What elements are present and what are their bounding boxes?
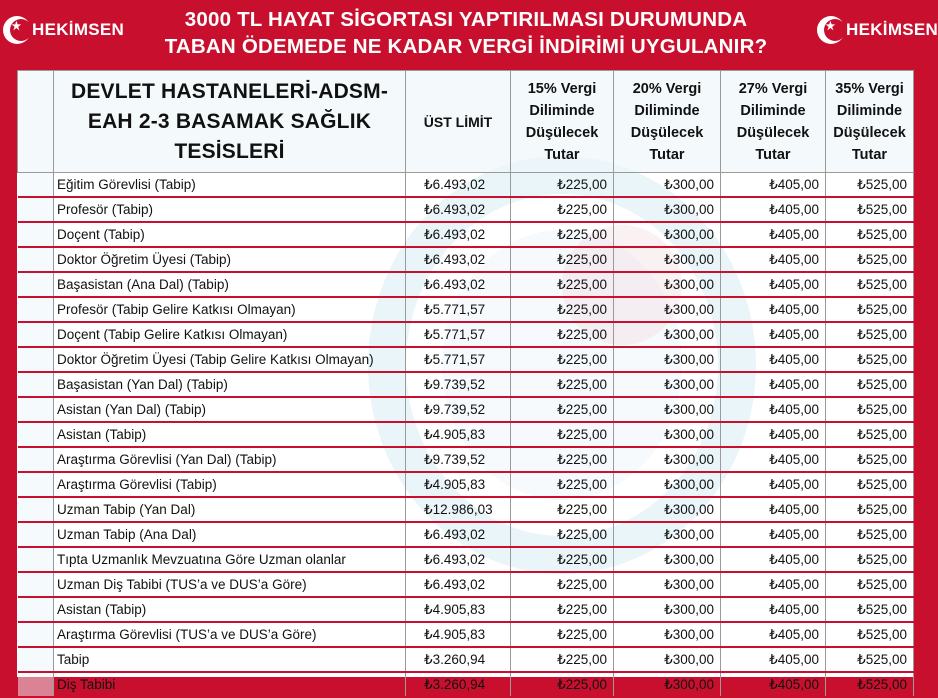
row-gutter (18, 547, 54, 572)
deduction-15-cell: ₺225,00 (511, 322, 614, 347)
deduction-35-cell: ₺525,00 (826, 472, 914, 497)
table-row (18, 647, 914, 672)
position-cell: Araştırma Görevlisi (Yan Dal) (Tabip) (54, 447, 406, 472)
upper-limit-cell: ₺4.905,83 (406, 597, 511, 622)
deduction-20-cell: ₺300,00 (614, 647, 721, 672)
row-gutter (18, 222, 54, 247)
deduction-15-cell: ₺225,00 (511, 597, 614, 622)
deduction-20-cell: ₺300,00 (614, 597, 721, 622)
deduction-35-cell: ₺525,00 (826, 422, 914, 447)
hekimsen-logo-right (816, 12, 938, 48)
upper-limit-cell: ₺12.986,03 (406, 497, 511, 522)
deduction-20-cell: ₺300,00 (614, 322, 721, 347)
row-gutter (18, 347, 54, 372)
upper-limit-cell: ₺5.771,57 (406, 322, 511, 347)
deduction-15-cell: ₺225,00 (511, 547, 614, 572)
upper-limit-cell: ₺6.493,02 (406, 222, 511, 247)
deduction-27-cell: ₺405,00 (721, 472, 826, 497)
deduction-15-cell: ₺225,00 (511, 272, 614, 297)
title-line-1: 3000 TL HAYAT SİGORTASI YAPTIRILMASI DURUMUNDA (184, 8, 748, 31)
deduction-35-cell: ₺525,00 (826, 597, 914, 622)
hekimsen-logo-left (2, 12, 124, 48)
upper-limit-cell: ₺5.771,57 (406, 297, 511, 322)
position-cell: Doktor Öğretim Üyesi (Tabip) (54, 247, 406, 272)
deduction-15-cell: ₺225,00 (511, 397, 614, 422)
deduction-20-cell: ₺300,00 (614, 173, 721, 198)
deduction-15-cell: ₺225,00 (511, 347, 614, 372)
table-row (18, 672, 914, 697)
deduction-15-cell: ₺225,00 (511, 647, 614, 672)
deduction-20-cell: ₺300,00 (614, 547, 721, 572)
crescent-logo-icon (816, 15, 846, 45)
position-cell: Asistan (Tabip) (54, 422, 406, 447)
column-header-15: 15% Vergi Diliminde Düşülecek Tutar (511, 71, 614, 173)
position-cell: Diş Tabibi (54, 672, 406, 697)
table-row (18, 272, 914, 297)
deduction-15-cell: ₺225,00 (511, 422, 614, 447)
table-row (18, 322, 914, 347)
deduction-35-cell: ₺525,00 (826, 272, 914, 297)
row-gutter (18, 672, 54, 697)
upper-limit-cell: ₺4.905,83 (406, 422, 511, 447)
row-gutter (18, 647, 54, 672)
upper-limit-cell: ₺3.260,94 (406, 672, 511, 697)
row-gutter (18, 322, 54, 347)
deduction-35-cell: ₺525,00 (826, 322, 914, 347)
deduction-15-cell: ₺225,00 (511, 222, 614, 247)
deduction-27-cell: ₺405,00 (721, 372, 826, 397)
deduction-35-cell: ₺525,00 (826, 372, 914, 397)
deduction-35-cell: ₺525,00 (826, 447, 914, 472)
table-row (18, 247, 914, 272)
deduction-27-cell: ₺405,00 (721, 572, 826, 597)
position-cell: Doçent (Tabip Gelire Katkısı Olmayan) (54, 322, 406, 347)
deduction-35-cell: ₺525,00 (826, 647, 914, 672)
tax-deduction-table (17, 70, 914, 698)
position-cell: Başasistan (Ana Dal) (Tabip) (54, 272, 406, 297)
row-gutter (18, 472, 54, 497)
upper-limit-cell: ₺5.771,57 (406, 347, 511, 372)
deduction-20-cell: ₺300,00 (614, 347, 721, 372)
deduction-27-cell: ₺405,00 (721, 197, 826, 222)
position-cell: Asistan (Tabip) (54, 597, 406, 622)
deduction-20-cell: ₺300,00 (614, 297, 721, 322)
deduction-15-cell: ₺225,00 (511, 297, 614, 322)
table-row (18, 422, 914, 447)
position-cell: Araştırma Görevlisi (TUS’a ve DUS’a Göre) (54, 622, 406, 647)
row-gutter (18, 247, 54, 272)
position-cell: Tıpta Uzmanlık Mevzuatına Göre Uzman olanlar (54, 547, 406, 572)
deduction-35-cell: ₺525,00 (826, 572, 914, 597)
deduction-35-cell: ₺525,00 (826, 222, 914, 247)
deduction-27-cell: ₺405,00 (721, 173, 826, 198)
position-cell: Profesör (Tabip Gelire Katkısı Olmayan) (54, 297, 406, 322)
deduction-35-cell: ₺525,00 (826, 547, 914, 572)
deduction-20-cell: ₺300,00 (614, 672, 721, 697)
deduction-20-cell: ₺300,00 (614, 397, 721, 422)
table-row (18, 372, 914, 397)
deduction-35-cell: ₺525,00 (826, 522, 914, 547)
column-header-35: 35% Vergi Diliminde Düşülecek Tutar (826, 71, 914, 173)
table-row (18, 347, 914, 372)
upper-limit-cell: ₺6.493,02 (406, 272, 511, 297)
row-gutter (18, 597, 54, 622)
deduction-20-cell: ₺300,00 (614, 472, 721, 497)
row-gutter (18, 71, 54, 173)
upper-limit-cell: ₺6.493,02 (406, 572, 511, 597)
upper-limit-cell: ₺9.739,52 (406, 397, 511, 422)
deduction-20-cell: ₺300,00 (614, 572, 721, 597)
column-header-27: 27% Vergi Diliminde Düşülecek Tutar (721, 71, 826, 173)
deduction-27-cell: ₺405,00 (721, 547, 826, 572)
title-line-2: TABAN ÖDEMEDE NE KADAR VERGİ İNDİRİMİ UYGULANIR? (164, 35, 768, 58)
deduction-27-cell: ₺405,00 (721, 347, 826, 372)
deduction-27-cell: ₺405,00 (721, 297, 826, 322)
position-cell: Doçent (Tabip) (54, 222, 406, 247)
deduction-35-cell: ₺525,00 (826, 247, 914, 272)
column-header-limit: ÜST LİMİT (406, 71, 511, 173)
deduction-15-cell: ₺225,00 (511, 572, 614, 597)
deduction-15-cell: ₺225,00 (511, 247, 614, 272)
row-gutter (18, 522, 54, 547)
table-row (18, 173, 914, 198)
deduction-35-cell: ₺525,00 (826, 347, 914, 372)
deduction-35-cell: ₺525,00 (826, 397, 914, 422)
column-header-20: 20% Vergi Diliminde Düşülecek Tutar (614, 71, 721, 173)
table-header-row (18, 71, 914, 173)
table-row (18, 622, 914, 647)
deduction-27-cell: ₺405,00 (721, 422, 826, 447)
deduction-20-cell: ₺300,00 (614, 447, 721, 472)
position-cell: Doktor Öğretim Üyesi (Tabip Gelire Katkısı Olmayan) (54, 347, 406, 372)
upper-limit-cell: ₺6.493,02 (406, 197, 511, 222)
upper-limit-cell: ₺6.493,02 (406, 173, 511, 198)
deduction-15-cell: ₺225,00 (511, 472, 614, 497)
upper-limit-cell: ₺6.493,02 (406, 547, 511, 572)
deduction-15-cell: ₺225,00 (511, 372, 614, 397)
deduction-27-cell: ₺405,00 (721, 522, 826, 547)
page-title (110, 6, 822, 60)
position-cell: Asistan (Yan Dal) (Tabip) (54, 397, 406, 422)
deduction-20-cell: ₺300,00 (614, 222, 721, 247)
crescent-logo-icon (2, 15, 32, 45)
deduction-27-cell: ₺405,00 (721, 222, 826, 247)
table-row (18, 547, 914, 572)
deduction-35-cell: ₺525,00 (826, 672, 914, 697)
table-row (18, 497, 914, 522)
table-row (18, 397, 914, 422)
logo-text: HEKİMSEN (32, 20, 125, 39)
deduction-15-cell: ₺225,00 (511, 447, 614, 472)
deduction-20-cell: ₺300,00 (614, 497, 721, 522)
position-cell: Eğitim Görevlisi (Tabip) (54, 173, 406, 198)
deduction-15-cell: ₺225,00 (511, 197, 614, 222)
upper-limit-cell: ₺6.493,02 (406, 522, 511, 547)
deduction-35-cell: ₺525,00 (826, 622, 914, 647)
position-cell: Araştırma Görevlisi (Tabip) (54, 472, 406, 497)
upper-limit-cell: ₺6.493,02 (406, 247, 511, 272)
row-gutter (18, 397, 54, 422)
upper-limit-cell: ₺9.739,52 (406, 372, 511, 397)
table-row (18, 597, 914, 622)
upper-limit-cell: ₺9.739,52 (406, 447, 511, 472)
deduction-20-cell: ₺300,00 (614, 622, 721, 647)
table-row (18, 572, 914, 597)
row-gutter (18, 422, 54, 447)
row-gutter (18, 297, 54, 322)
upper-limit-cell: ₺4.905,83 (406, 472, 511, 497)
deduction-20-cell: ₺300,00 (614, 272, 721, 297)
deduction-15-cell: ₺225,00 (511, 622, 614, 647)
position-cell: Uzman Diş Tabibi (TUS’a ve DUS’a Göre) (54, 572, 406, 597)
deduction-27-cell: ₺405,00 (721, 247, 826, 272)
deduction-20-cell: ₺300,00 (614, 197, 721, 222)
table-row (18, 447, 914, 472)
deduction-27-cell: ₺405,00 (721, 622, 826, 647)
deduction-20-cell: ₺300,00 (614, 422, 721, 447)
position-cell: Profesör (Tabip) (54, 197, 406, 222)
deduction-35-cell: ₺525,00 (826, 173, 914, 198)
position-cell: Uzman Tabip (Yan Dal) (54, 497, 406, 522)
deduction-27-cell: ₺405,00 (721, 272, 826, 297)
deduction-27-cell: ₺405,00 (721, 497, 826, 522)
row-gutter (18, 497, 54, 522)
row-gutter (18, 622, 54, 647)
upper-limit-cell: ₺4.905,83 (406, 622, 511, 647)
column-header-institution: DEVLET HASTANELERİ-ADSM-EAH 2-3 BASAMAK SAĞLIK TESİSLERİ (54, 71, 406, 173)
deduction-15-cell: ₺225,00 (511, 497, 614, 522)
deduction-27-cell: ₺405,00 (721, 647, 826, 672)
deduction-35-cell: ₺525,00 (826, 497, 914, 522)
deduction-15-cell: ₺225,00 (511, 672, 614, 697)
deduction-27-cell: ₺405,00 (721, 322, 826, 347)
table-row (18, 222, 914, 247)
page-header (0, 0, 938, 70)
position-cell: Tabip (54, 647, 406, 672)
row-gutter (18, 572, 54, 597)
deduction-27-cell: ₺405,00 (721, 397, 826, 422)
tax-table-panel (17, 70, 913, 692)
position-cell: Başasistan (Yan Dal) (Tabip) (54, 372, 406, 397)
logo-text: HEKİMSEN (846, 20, 938, 39)
deduction-27-cell: ₺405,00 (721, 597, 826, 622)
table-row (18, 197, 914, 222)
deduction-20-cell: ₺300,00 (614, 522, 721, 547)
row-gutter (18, 173, 54, 198)
deduction-20-cell: ₺300,00 (614, 247, 721, 272)
table-row (18, 522, 914, 547)
row-gutter (18, 197, 54, 222)
table-row (18, 297, 914, 322)
position-cell: Uzman Tabip (Ana Dal) (54, 522, 406, 547)
deduction-35-cell: ₺525,00 (826, 297, 914, 322)
row-gutter (18, 447, 54, 472)
row-gutter (18, 372, 54, 397)
table-row (18, 472, 914, 497)
deduction-20-cell: ₺300,00 (614, 372, 721, 397)
deduction-15-cell: ₺225,00 (511, 522, 614, 547)
deduction-15-cell: ₺225,00 (511, 173, 614, 198)
deduction-35-cell: ₺525,00 (826, 197, 914, 222)
row-gutter (18, 272, 54, 297)
upper-limit-cell: ₺3.260,94 (406, 647, 511, 672)
deduction-27-cell: ₺405,00 (721, 672, 826, 697)
deduction-27-cell: ₺405,00 (721, 447, 826, 472)
